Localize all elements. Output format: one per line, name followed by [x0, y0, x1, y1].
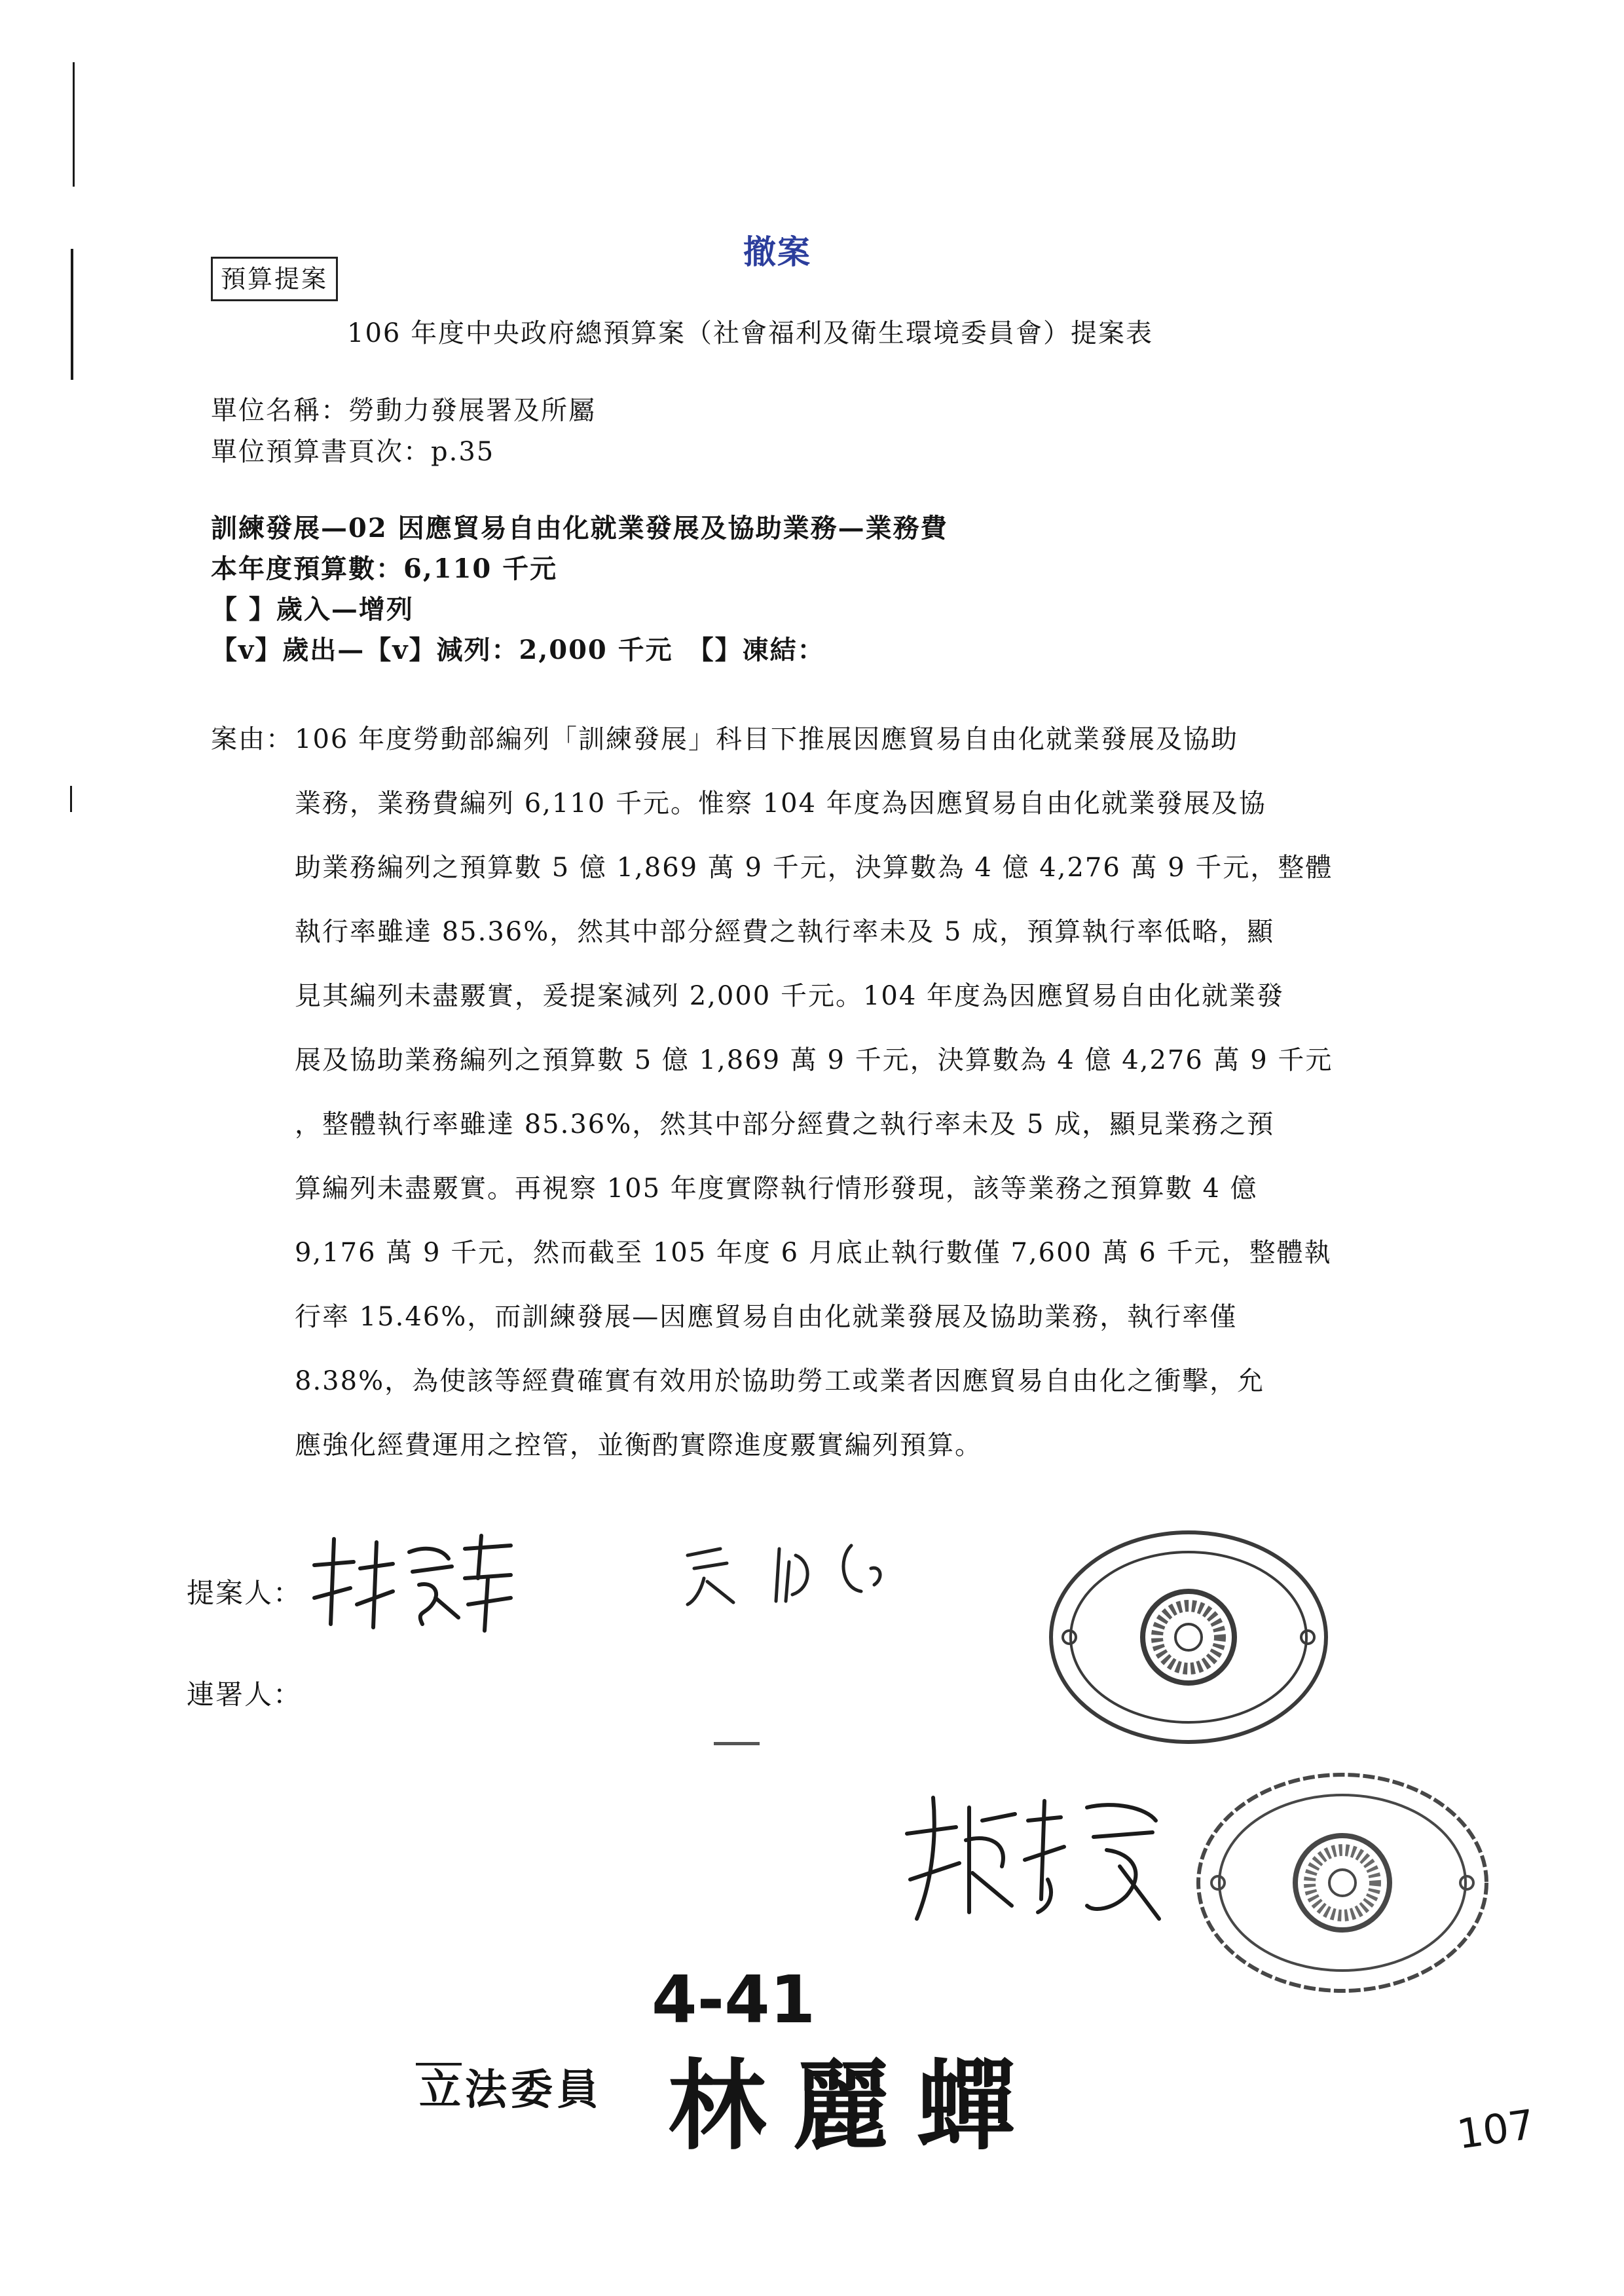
budget-amount: 本年度預算數：6,110 千元 [211, 553, 558, 584]
reason-line: 應強化經費運用之控管，並衡酌實際進度覈實編列預算。 [295, 1430, 982, 1460]
handwritten-scribble [681, 1529, 982, 1614]
budget-item: 訓練發展—02 因應貿易自由化就業發展及協助業務—業務費 [211, 513, 948, 544]
reason-line: 見其編列未盡覈實，爰提案減列 2,000 千元。104 年度為因應貿易自由化就業發 [295, 981, 1285, 1011]
unit-name: 單位名稱：勞動力發展署及所屬 [211, 396, 596, 426]
reason-line: 106 年度勞動部編列「訓練發展」科目下推展因應貿易自由化就業發展及協助 [295, 724, 1239, 754]
legislator-name: 林麗蟬 [668, 2048, 1042, 2164]
revenue-option: 【 】歲入—增列 [211, 594, 414, 625]
reason-line: 9,176 萬 9 千元，然而截至 105 年度 6 月底止執行數僅 7,600 萬 6 千元，整體執 [295, 1238, 1332, 1268]
legislature-seal [1044, 1526, 1333, 1749]
proposer-label: 提案人： [187, 1577, 303, 1609]
dash-mark [714, 1742, 760, 1745]
reason-label: 案由： [211, 724, 293, 754]
reason-line: 展及協助業務編列之預算數 5 億 1,869 萬 9 千元，決算數為 4 億 4,276 萬 9 千元 [295, 1045, 1333, 1075]
scan-edge-line [71, 249, 73, 380]
reason-line: 行率 15.46%，而訓練發展—因應貿易自由化就業發展及協助業務，執行率僅 [295, 1302, 1238, 1332]
cosigner-label: 連署人： [187, 1678, 303, 1711]
withdrawn-stamp-title: 撤案 [743, 233, 811, 271]
reason-line: ，整體執行率雖達 85.36%，然其中部分經費之執行率未及 5 成，顯見業務之預 [295, 1109, 1275, 1139]
reason-line: 8.38%，為使該等經費確實有效用於協助勞工或業者因應貿易自由化之衝擊，允 [295, 1366, 1265, 1396]
reason-line: 算編列未盡覈實。再視察 105 年度實際執行情形發現，該等業務之預算數 4 億 [295, 1174, 1258, 1204]
scan-edge-line [73, 62, 75, 187]
reason-line: 執行率雖達 85.36%，然其中部分經費之執行率未及 5 成，預算執行率低略，顯 [295, 917, 1275, 947]
reason-line: 業務，業務費編列 6,110 千元。惟察 104 年度為因應貿易自由化就業發展及協 [295, 788, 1266, 819]
unit-page: 單位預算書頁次：p.35 [211, 437, 495, 467]
withdraw-handwritten-mark [897, 1781, 1172, 1932]
page-number: 107 [1454, 2100, 1538, 2158]
budget-proposal-label: 預算提案 [211, 257, 338, 301]
legislature-seal [1192, 1768, 1493, 1997]
reason-line: 助業務編列之預算數 5 億 1,869 萬 9 千元，決算數為 4 億 4,276 萬 9 千元，整體 [295, 853, 1333, 883]
expense-option: 【v】歲出—【v】減列：2,000 千元 【】凍結： [211, 635, 825, 665]
handwritten-number: 4-41 [652, 1961, 816, 2038]
form-title: 106 年度中央政府總預算案（社會福利及衛生環境委員會）提案表 [347, 318, 1154, 348]
legislator-title: 立法委員 [419, 2065, 602, 2115]
proposer-signature [301, 1526, 517, 1637]
scan-edge-line [70, 786, 72, 812]
